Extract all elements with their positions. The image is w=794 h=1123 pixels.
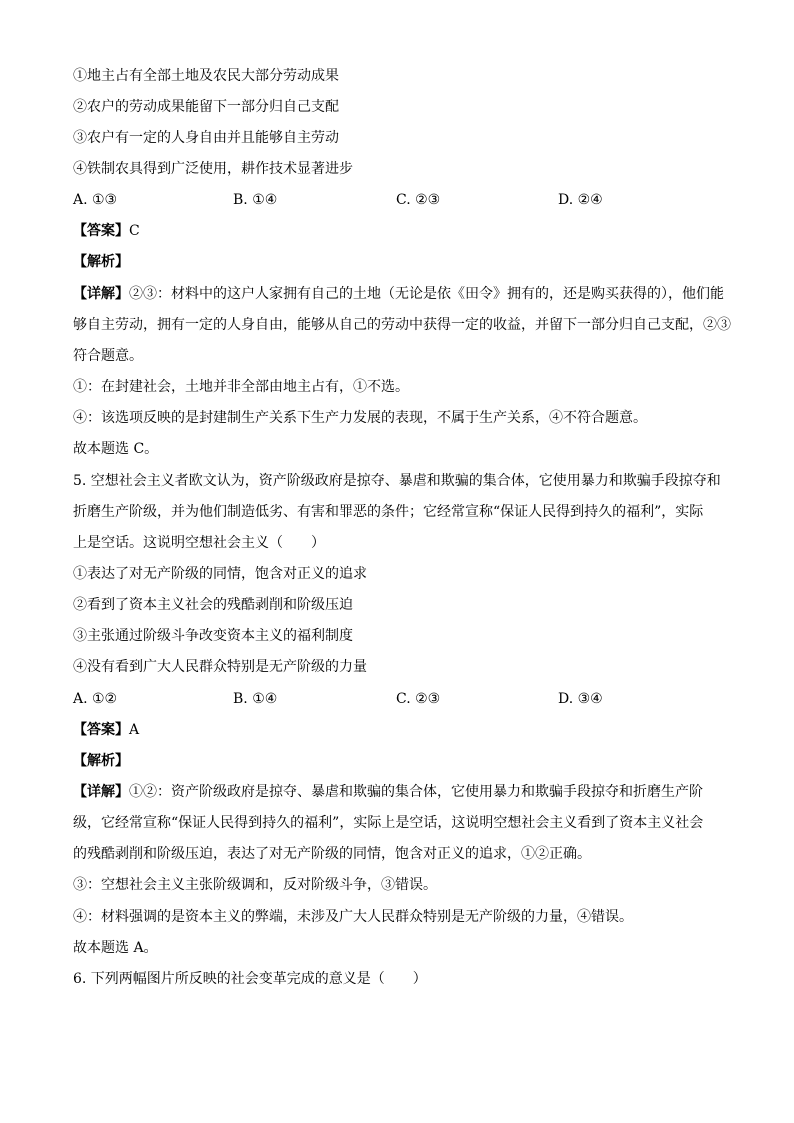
- q5-option-a: A. ①②: [73, 691, 118, 707]
- q5-answer: [73, 720, 139, 740]
- q4-detail-line-3: 符合题意。: [73, 348, 143, 364]
- q5-statement-3: ③主张通过阶级斗争改变资本主义的福利制度: [73, 628, 353, 644]
- q5-note-1: ③：空想社会主义主张阶级调和，反对阶级斗争，③错误。: [73, 877, 437, 893]
- q5-statement-1: ①表达了对无产阶级的同情，饱含对正义的追求: [73, 566, 367, 582]
- q4-detail-line-2: 够自主劳动，拥有一定的人身自由，能够从自己的劳动中获得一定的收益，并留下一部分归自己支配，②③: [73, 317, 731, 333]
- q5-detail-line-3: 的残酷剥削和阶级压迫，表达了对无产阶级的同情，饱含对正义的追求，①②正确。: [73, 846, 591, 862]
- q4-detail-text-1: ②③：材料中的这户人家拥有自己的土地（无论是依《田令》拥有的，还是购买获得的），他们能: [129, 286, 724, 302]
- q4-statement-4: ④铁制农具得到广泛使用，耕作技术显著进步: [73, 161, 353, 177]
- q5-analysis-tag: 【解析】: [73, 753, 129, 769]
- q4-option-c: C. ②③: [396, 192, 441, 208]
- q5-stem-line-2: 折磨生产阶级，并为他们制造低劣、有害和罪恶的条件；它经常宣称“保证人民得到持久的福利”，实际: [73, 504, 704, 520]
- q4-answer-value: C: [129, 223, 140, 239]
- q5-statement-2: ②看到了资本主义社会的残酷剥削和阶级压迫: [73, 597, 353, 613]
- q4-conclusion: 故本题选 C。: [73, 441, 159, 457]
- q5-stem-line-3: 上是空话。这说明空想社会主义（ ）: [73, 535, 325, 551]
- q5-statement-4: ④没有看到广大人民群众特别是无产阶级的力量: [73, 659, 367, 675]
- q4-statement-2: ②农户的劳动成果能留下一部分归自己支配: [73, 99, 339, 115]
- q5-note-2: ④：材料强调的是资本主义的弊端，未涉及广大人民群众特别是无产阶级的力量，④错误。: [73, 909, 633, 925]
- q5-option-d: D. ③④: [558, 691, 603, 707]
- q5-answer-value: A: [129, 722, 140, 738]
- q5-option-c: C. ②③: [396, 691, 441, 707]
- q4-detail-line-1: [73, 284, 724, 304]
- q4-option-b: B. ①④: [233, 192, 278, 208]
- q5-option-b: B. ①④: [233, 691, 278, 707]
- q4-note-1: ①：在封建社会，土地并非全部由地主占有，①不选。: [73, 379, 409, 395]
- q5-stem-line-1: 5. 空想社会主义者欧文认为，资产阶级政府是掠夺、暴虐和欺骗的集合体，它使用暴力和欺骗手段掠夺和: [73, 473, 721, 489]
- q5-conclusion: 故本题选 A。: [73, 940, 158, 956]
- q5-detail-tag: 【详解】: [73, 784, 129, 800]
- q5-detail-text-1: ①②：资产阶级政府是掠夺、暴虐和欺骗的集合体，它使用暴力和欺骗手段掠夺和折磨生产阶: [129, 784, 703, 800]
- q4-analysis-heading: [73, 252, 129, 272]
- q4-answer: [73, 221, 140, 241]
- q4-option-a: A. ①③: [73, 192, 118, 208]
- q4-answer-tag: 【答案】: [73, 223, 129, 239]
- q5-detail-line-1: [73, 782, 703, 802]
- q5-detail-line-2: 级，它经常宣称“保证人民得到持久的福利”，实际上是空话，这说明空想社会主义看到了资本主义社会: [73, 815, 704, 831]
- q4-option-d: D. ②④: [558, 192, 603, 208]
- q4-detail-tag: 【详解】: [73, 286, 129, 302]
- q4-statement-3: ③农户有一定的人身自由并且能够自主劳动: [73, 130, 339, 146]
- q5-analysis-heading: [73, 751, 129, 771]
- q4-statement-1: ①地主占有全部土地及农民大部分劳动成果: [73, 68, 339, 84]
- q4-analysis-tag: 【解析】: [73, 254, 129, 270]
- q4-note-2: ④：该选项反映的是封建制生产关系下生产力发展的表现，不属于生产关系，④不符合题意。: [73, 410, 647, 426]
- q6-stem: 6. 下列两幅图片所反映的社会变革完成的意义是（ ）: [73, 971, 427, 987]
- q5-answer-tag: 【答案】: [73, 722, 129, 738]
